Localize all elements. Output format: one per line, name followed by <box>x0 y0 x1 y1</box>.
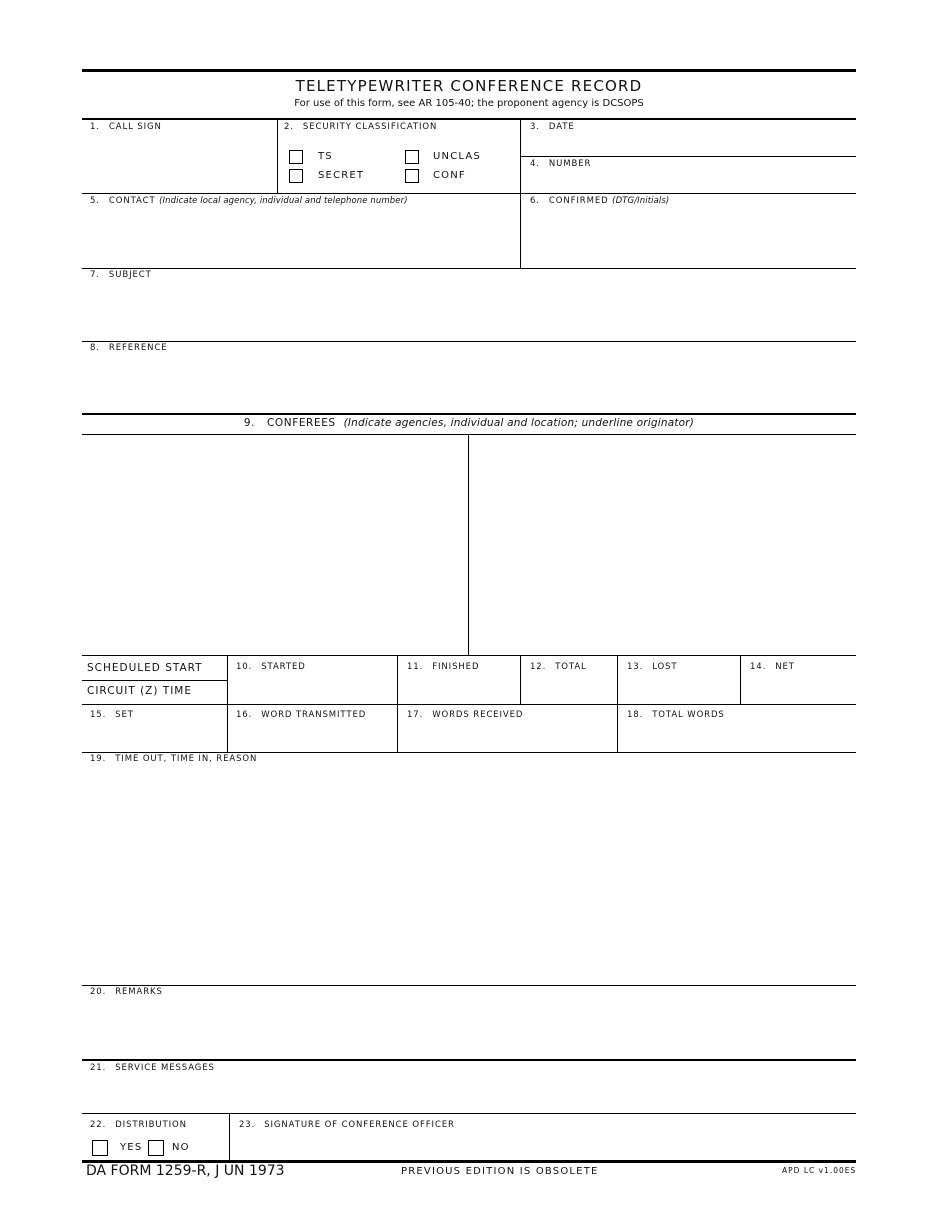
divider <box>82 193 856 194</box>
header-bottom-rule <box>82 118 856 120</box>
form-id: DA FORM 1259-R, J UN 1973 <box>86 1163 285 1179</box>
section-rule <box>82 1059 856 1061</box>
unclas-label: UNCLAS <box>433 151 481 162</box>
divider <box>82 268 856 269</box>
reference-label: 8. REFERENCE <box>90 343 168 353</box>
form-title: TELETYPEWRITER CONFERENCE RECORD <box>295 77 643 95</box>
words-received-field[interactable] <box>400 722 614 750</box>
total-words-label: 18. TOTAL WORDS <box>627 710 725 720</box>
ts-label: TS <box>318 151 333 162</box>
divider <box>82 985 856 986</box>
subject-field[interactable] <box>84 282 854 339</box>
word-transmitted-label: 16. WORD TRANSMITTED <box>236 710 367 720</box>
service-messages-field[interactable] <box>84 1076 854 1111</box>
started-field[interactable] <box>230 675 394 702</box>
conf-label: CONF <box>433 170 466 181</box>
remarks-label: 20. REMARKS <box>90 987 163 997</box>
scheduled-start-label: SCHEDULED START <box>87 662 203 674</box>
date-label: 3. DATE <box>530 122 575 132</box>
signature-label: 23. SIGNATURE OF CONFERENCE OFFICER <box>239 1120 455 1130</box>
total-field[interactable] <box>523 675 614 702</box>
conferees-left-field[interactable] <box>84 437 466 653</box>
lost-label: 13. LOST <box>627 662 678 672</box>
secret-checkbox[interactable] <box>289 169 303 183</box>
reference-field[interactable] <box>84 355 854 411</box>
contact-label: 5. CONTACT (Indicate local agency, individual and telephone number) <box>90 196 408 206</box>
number-label: 4. NUMBER <box>530 159 592 169</box>
distribution-label: 22. DISTRIBUTION <box>90 1120 187 1130</box>
divider <box>740 656 741 704</box>
unclas-checkbox[interactable] <box>405 150 419 164</box>
service-messages-label: 21. SERVICE MESSAGES <box>90 1063 215 1073</box>
words-received-label: 17. WORDS RECEIVED <box>407 710 524 720</box>
finished-field[interactable] <box>400 675 517 702</box>
divider <box>82 704 856 705</box>
confirmed-label: 6. CONFIRMED (DTG/Initials) <box>530 196 670 206</box>
divider <box>82 680 227 681</box>
call-sign-label: 1. CALL SIGN <box>90 122 162 132</box>
divider <box>520 656 521 704</box>
divider <box>82 752 856 753</box>
circuit-time-label: CIRCUIT (Z) TIME <box>87 685 192 697</box>
set-field[interactable] <box>84 722 224 750</box>
signature-field[interactable] <box>233 1133 853 1158</box>
divider <box>82 1113 856 1114</box>
security-classification-label: 2. SECURITY CLASSIFICATION <box>284 122 438 132</box>
conf-checkbox[interactable] <box>405 169 419 183</box>
call-sign-field[interactable] <box>84 134 274 191</box>
divider <box>520 156 856 157</box>
number-field[interactable] <box>523 171 853 191</box>
divider <box>229 1114 230 1160</box>
confirmed-field[interactable] <box>523 208 853 266</box>
word-transmitted-field[interactable] <box>230 722 394 750</box>
yes-checkbox[interactable] <box>92 1140 108 1156</box>
form-subtitle: For use of this form, see AR 105-40; the proponent agency is DCSOPS <box>294 98 644 109</box>
divider <box>82 341 856 342</box>
ts-checkbox[interactable] <box>289 150 303 164</box>
subject-label: 7. SUBJECT <box>90 270 152 280</box>
started-label: 10. STARTED <box>236 662 306 672</box>
top-rule <box>82 69 856 72</box>
conferees-heading: 9. CONFEREES (Indicate agencies, individual and location; underline originator) <box>243 417 695 429</box>
finished-label: 11. FINISHED <box>407 662 480 672</box>
contact-field[interactable] <box>84 208 518 266</box>
total-label: 12. TOTAL <box>530 662 587 672</box>
no-label: NO <box>172 1142 190 1153</box>
remarks-field[interactable] <box>84 1000 854 1057</box>
date-field[interactable] <box>523 134 853 154</box>
net-label: 14. NET <box>750 662 795 672</box>
divider <box>82 434 856 435</box>
time-out-in-field[interactable] <box>84 767 854 983</box>
version-tag: APD LC v1.00ES <box>782 1166 857 1175</box>
divider <box>468 435 469 655</box>
conferees-right-field[interactable] <box>471 437 854 653</box>
secret-label: SECRET <box>318 170 365 181</box>
total-words-field[interactable] <box>620 722 853 750</box>
no-checkbox[interactable] <box>148 1140 164 1156</box>
edition-note: PREVIOUS EDITION IS OBSOLETE <box>401 1166 599 1177</box>
time-out-in-label: 19. TIME OUT, TIME IN, REASON <box>90 754 258 764</box>
yes-label: YES <box>120 1142 143 1153</box>
section-rule <box>82 413 856 415</box>
net-field[interactable] <box>743 675 853 702</box>
divider <box>277 119 278 193</box>
lost-field[interactable] <box>620 675 737 702</box>
set-label: 15. SET <box>90 710 134 720</box>
